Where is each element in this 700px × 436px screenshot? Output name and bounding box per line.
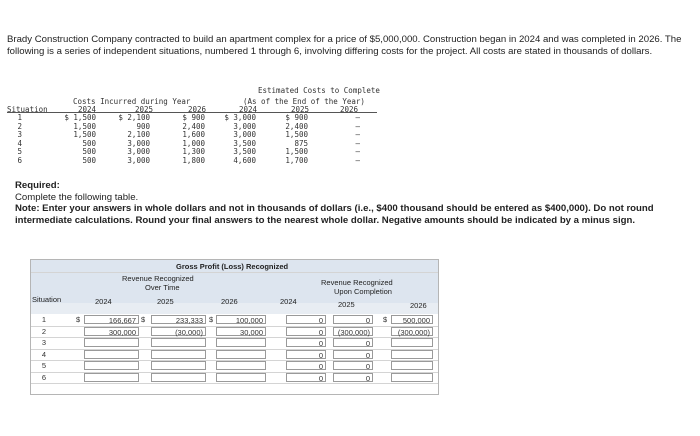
answer-input-ot26-situation-2[interactable]: 30,000 (216, 327, 266, 336)
note-text: Note: Enter your answers in whole dollars and not in thousands of dollars (i.e., $400 thousand should be entered as $400,000). Do not round intermediate calculations. Round your final answers to the nearest whole dollar. Negative amounts should be indicated by a minus sign. (15, 203, 654, 226)
situation-number: 2 (41, 326, 47, 336)
cost-cell-e24-1: $ 3,000 (224, 113, 256, 122)
dollar-sign: $ (141, 315, 146, 324)
situation-number: 1 (41, 315, 47, 324)
required-label: Required: (15, 180, 60, 191)
cost-cell-c25-6: 3,000 (127, 156, 150, 165)
answer-input-uc26-situation-1[interactable]: 500,000 (391, 315, 433, 324)
cost-cell-e26-3: — (355, 130, 360, 140)
cost-cell-c24-3: 1,500 (73, 130, 96, 140)
answer-input-uc25-situation-3[interactable]: 0 (333, 338, 373, 347)
answer-input-uc24-situation-6[interactable]: 0 (286, 373, 326, 382)
answer-input-ot26-situation-1[interactable]: 100,000 (216, 315, 266, 324)
intro-text: Brady Construction Company contracted to build an apartment complex for a price of $5,000,000. Construction began in 2024 and was completed in 2026. The following is a series of independent situations, numbered 1 through 6, involving differing costs for the project. All costs are stated in thousands of dollars. (7, 34, 682, 57)
answer-input-ot26-situation-4[interactable] (216, 350, 266, 359)
cost-cell-c24-4: 500 (82, 138, 96, 148)
answer-input-ot25-situation-2[interactable]: (30,000) (151, 327, 206, 336)
cost-cell-c26-5: 1,300 (182, 147, 205, 157)
instruction-text: Complete the following table. (15, 191, 139, 203)
cost-cell-c26-6: 1,800 (182, 156, 205, 165)
dollar-sign: $ (209, 315, 214, 324)
cost-cell-e24-3: 3,000 (233, 130, 256, 140)
est-year-2025: 2025 (291, 105, 310, 114)
cost-cell-e24-2: 3,000 (233, 121, 256, 131)
cost-cell-e26-6: — (355, 156, 360, 165)
cost-cell-sit-6: 6 (17, 156, 22, 165)
answer-input-uc25-situation-5[interactable]: 0 (333, 361, 373, 370)
situation-col-header: Situation (32, 295, 62, 304)
answer-input-ot24-situation-3[interactable] (84, 338, 139, 347)
costs-incurred-header: Costs Incurred during Year (73, 97, 191, 106)
cost-cell-e26-2: — (355, 121, 360, 131)
answer-input-ot25-situation-5[interactable] (151, 361, 206, 370)
cost-cell-c25-2: 900 (136, 121, 150, 131)
cost-cell-e25-4: 875 (294, 138, 308, 148)
cost-cell-c26-3: 1,600 (182, 130, 205, 140)
answer-input-ot24-situation-1[interactable]: 166,667 (84, 315, 139, 324)
cost-cell-sit-3: 3 (17, 130, 22, 140)
cost-cell-e25-6: 1,700 (285, 156, 308, 165)
answer-input-ot26-situation-5[interactable] (216, 361, 266, 370)
over-time-header: Revenue Recognized (122, 274, 194, 283)
ot-year-2025: 2025 (157, 297, 174, 306)
situation-number: 3 (41, 338, 47, 347)
uc-year-2024: 2024 (280, 297, 297, 306)
answer-input-uc26-situation-6[interactable] (391, 373, 433, 382)
answer-input-uc24-situation-3[interactable]: 0 (286, 338, 326, 347)
cost-cell-c24-6: 500 (82, 156, 96, 165)
situation-number: 4 (41, 349, 47, 359)
cost-year-2026: 2026 (188, 105, 207, 114)
estimated-costs-header: Estimated Costs to Complete (258, 86, 380, 95)
answer-input-ot24-situation-4[interactable] (84, 350, 139, 359)
upon-completion-subheader: Upon Completion (334, 287, 392, 296)
answer-input-ot25-situation-1[interactable]: 233,333 (151, 315, 206, 324)
situation-number: 5 (41, 361, 47, 370)
cost-cell-c25-4: 3,000 (127, 138, 150, 148)
cost-cell-sit-1: 1 (17, 113, 22, 122)
answer-input-uc24-situation-2[interactable]: 0 (286, 327, 326, 336)
cost-cell-e24-6: 4,600 (233, 156, 256, 165)
answer-input-ot24-situation-2[interactable]: 300,000 (84, 327, 139, 336)
cost-cell-sit-4: 4 (17, 138, 22, 148)
cost-cell-e25-5: 1,500 (285, 147, 308, 157)
estimated-costs-subheader: (As of the End of the Year) (243, 97, 365, 106)
cost-cell-c24-2: 1,500 (73, 121, 96, 131)
cost-cell-c24-5: 500 (82, 147, 96, 157)
cost-cell-c25-3: 2,100 (127, 130, 150, 140)
uc-year-2025: 2025 (338, 300, 355, 309)
cost-cell-e26-4: — (355, 138, 360, 148)
answer-input-uc26-situation-5[interactable] (391, 361, 433, 370)
cost-year-2025: 2025 (135, 105, 154, 114)
cost-cell-sit-5: 5 (17, 147, 22, 157)
answer-input-ot24-situation-5[interactable] (84, 361, 139, 370)
over-time-subheader: Over Time (145, 283, 180, 292)
est-year-2026: 2026 (340, 105, 359, 114)
cost-cell-c26-1: $ 900 (182, 113, 205, 122)
answer-input-uc25-situation-4[interactable]: 0 (333, 350, 373, 359)
uc-year-2026: 2026 (410, 301, 427, 310)
cost-cell-c24-1: $ 1,500 (64, 113, 96, 122)
cost-cell-e24-5: 3,500 (233, 147, 256, 157)
est-year-2024: 2024 (239, 105, 258, 114)
cost-cell-c25-5: 3,000 (127, 147, 150, 157)
cost-year-2024: 2024 (78, 105, 97, 114)
answer-input-uc25-situation-1[interactable]: 0 (333, 315, 373, 324)
answer-input-uc24-situation-4[interactable]: 0 (286, 350, 326, 359)
answer-input-uc25-situation-2[interactable]: (300,000) (333, 327, 373, 336)
answer-input-ot25-situation-6[interactable] (151, 373, 206, 382)
dollar-sign: $ (76, 315, 81, 324)
cost-cell-c26-4: 1,000 (182, 138, 205, 148)
ot-year-2026: 2026 (221, 297, 238, 306)
answer-input-ot24-situation-6[interactable] (84, 373, 139, 382)
answer-input-uc26-situation-3[interactable] (391, 338, 433, 347)
answer-input-ot25-situation-3[interactable] (151, 338, 206, 347)
cost-cell-c25-1: $ 2,100 (118, 113, 150, 122)
answer-input-uc25-situation-6[interactable]: 0 (333, 373, 373, 382)
answer-input-uc26-situation-4[interactable] (391, 350, 433, 359)
situation-number: 6 (41, 372, 47, 382)
cost-cell-sit-2: 2 (17, 121, 22, 131)
cost-cell-e26-5: — (355, 147, 360, 157)
gross-profit-table (30, 259, 439, 395)
gross-profit-title: Gross Profit (Loss) Recognized (176, 262, 289, 271)
answer-input-ot25-situation-4[interactable] (151, 350, 206, 359)
situation-header: Situation (7, 105, 48, 114)
cost-cell-e25-1: $ 900 (285, 113, 308, 122)
required-section (15, 180, 695, 226)
cost-cell-e25-2: 2,400 (285, 121, 308, 131)
cost-cell-e25-3: 1,500 (285, 130, 308, 140)
answer-input-ot26-situation-3[interactable] (216, 338, 266, 347)
answer-input-uc26-situation-2[interactable]: (300,000) (391, 327, 433, 336)
answer-input-uc24-situation-5[interactable]: 0 (286, 361, 326, 370)
cost-cell-e24-4: 3,500 (233, 138, 256, 148)
answer-input-ot26-situation-6[interactable] (216, 373, 266, 382)
cost-cell-c26-2: 2,400 (182, 121, 205, 131)
cost-cell-e26-1: — (355, 113, 360, 122)
answer-input-uc24-situation-1[interactable]: 0 (286, 315, 326, 324)
ot-year-2024: 2024 (95, 297, 112, 306)
dollar-sign: $ (383, 315, 388, 324)
upon-completion-header: Revenue Recognized (321, 278, 393, 287)
